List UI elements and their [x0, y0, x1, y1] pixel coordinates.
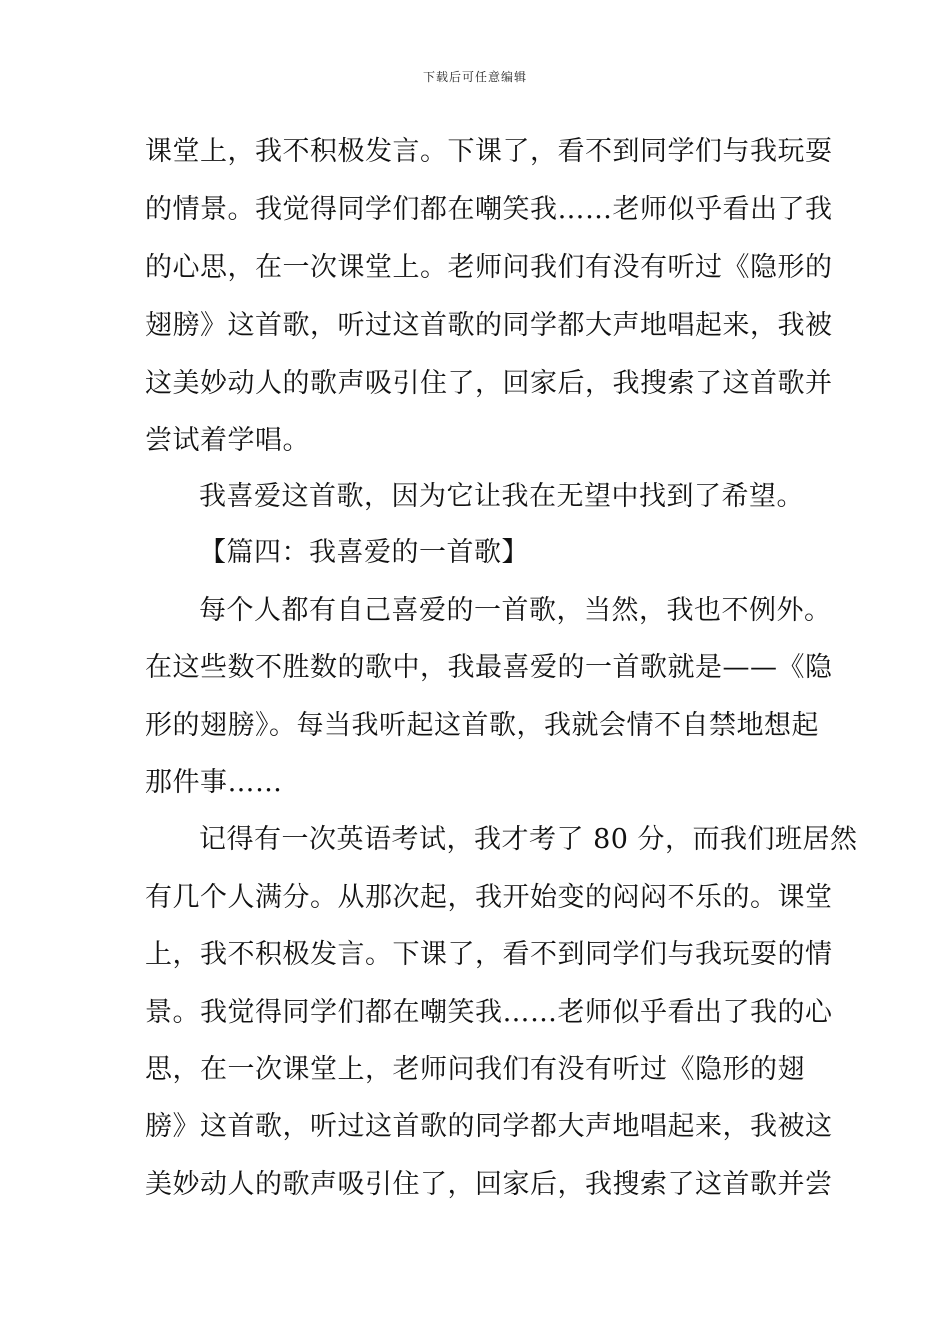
text-line: 在这些数不胜数的歌中，我最喜爱的一首歌就是——《隐	[145, 652, 833, 683]
text-line: 美妙动人的歌声吸引住了，回家后，我搜索了这首歌并尝	[145, 1169, 833, 1200]
text-line: 思，在一次课堂上，老师问我们有没有听过《隐形的翅	[145, 1054, 805, 1085]
section-heading: 【篇四：我喜爱的一首歌】	[199, 537, 529, 568]
text-line: 形的翅膀》。每当我听起这首歌，我就会情不自禁地想起	[145, 710, 819, 741]
text-line: 的情景。我觉得同学们都在嘲笑我……老师似乎看出了我	[145, 194, 833, 225]
text-line: 课堂上，我不积极发言。下课了，看不到同学们与我玩耍	[145, 136, 833, 167]
text-line: 有几个人满分。从那次起，我开始变的闷闷不乐的。课堂	[145, 882, 833, 913]
text-line: 的心思，在一次课堂上。老师问我们有没有听过《隐形的	[145, 252, 833, 283]
text-line: 翅膀》这首歌，听过这首歌的同学都大声地唱起来，我被	[145, 310, 833, 341]
text-line: 膀》这首歌，听过这首歌的同学都大声地唱起来，我被这	[145, 1111, 833, 1142]
text-line: 上，我不积极发言。下课了，看不到同学们与我玩耍的情	[145, 939, 833, 970]
paragraph-line: 记得有一次英语考试，我才考了 80 分，而我们班居然	[199, 824, 858, 855]
text-line: 那件事……	[145, 767, 283, 798]
text-line: 景。我觉得同学们都在嘲笑我……老师似乎看出了我的心	[145, 997, 833, 1028]
paragraph-line: 每个人都有自己喜爱的一首歌，当然，我也不例外。	[199, 595, 832, 626]
text-line: 这美妙动人的歌声吸引住了，回家后，我搜索了这首歌并	[145, 368, 833, 399]
text-line: 尝试着学唱。	[145, 425, 310, 456]
page-header-note: 下载后可任意编辑	[422, 70, 527, 84]
paragraph-line: 我喜爱这首歌，因为它让我在无望中找到了希望。	[199, 481, 804, 512]
